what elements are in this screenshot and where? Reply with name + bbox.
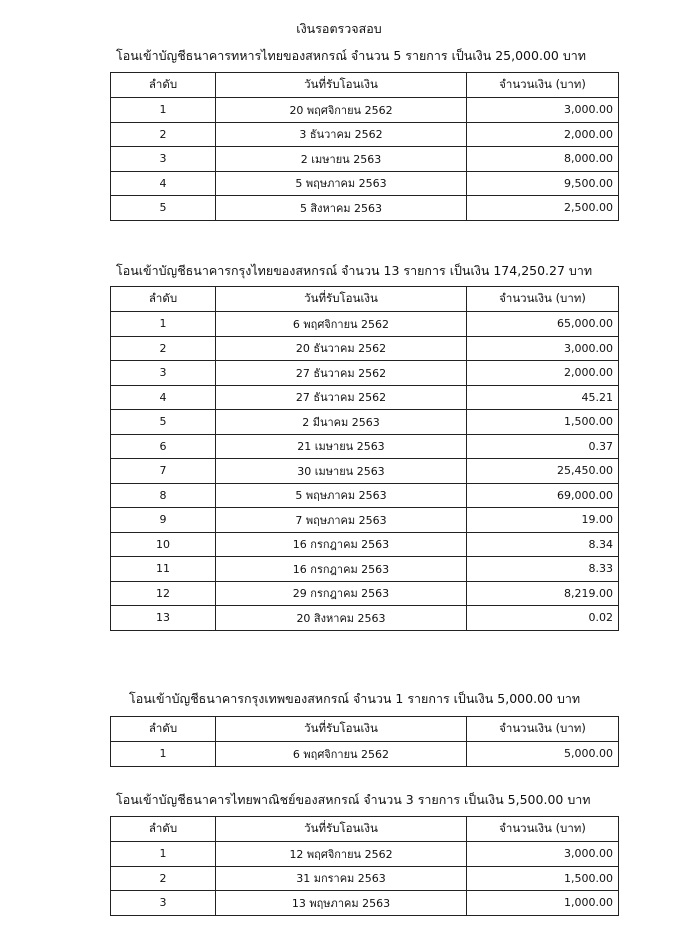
cell-no: 5 — [111, 410, 216, 435]
cell-date: 13 พฤษภาคม 2563 — [216, 891, 467, 916]
section-title-tmb: โอนเข้าบัญชีธนาคารทหารไทยของสหกรณ์ จำนวน 5 รายการ เป็นเงิน 25,000.00 บาท — [116, 48, 587, 63]
page-title: เงินรอตรวจสอบ — [296, 21, 382, 36]
cell-date: 2 มีนาคม 2563 — [216, 410, 467, 435]
table-row — [111, 842, 619, 867]
col-header-no: ลำดับ — [111, 817, 216, 842]
cell-no: 7 — [111, 459, 216, 484]
table-row — [111, 196, 619, 221]
cell-date: 12 พฤศจิกายน 2562 — [216, 842, 467, 867]
cell-date: 30 เมษายน 2563 — [216, 459, 467, 484]
col-header-date: วันที่รับโอนเงิน — [216, 287, 467, 312]
table-header-row — [111, 817, 619, 842]
cell-amount: 19.00 — [467, 508, 619, 533]
table-row — [111, 508, 619, 533]
cell-date: 5 พฤษภาคม 2563 — [216, 483, 467, 508]
table-header-row — [111, 287, 619, 312]
table-header-row — [111, 73, 619, 98]
table-row — [111, 606, 619, 631]
cell-date: 27 ธันวาคม 2562 — [216, 385, 467, 410]
table-header-row — [111, 717, 619, 742]
table-row — [111, 336, 619, 361]
cell-date: 31 มกราคม 2563 — [216, 866, 467, 891]
cell-amount: 9,500.00 — [467, 171, 619, 196]
cell-date: 16 กรกฎาคม 2563 — [216, 532, 467, 557]
cell-no: 4 — [111, 171, 216, 196]
col-header-amount: จำนวนเงิน (บาท) — [467, 73, 619, 98]
table-row — [111, 483, 619, 508]
cell-amount: 2,000.00 — [467, 122, 619, 147]
table-row — [111, 532, 619, 557]
table-row — [111, 361, 619, 386]
cell-date: 6 พฤศจิกายน 2562 — [216, 742, 467, 767]
table-row — [111, 459, 619, 484]
cell-date: 21 เมษายน 2563 — [216, 434, 467, 459]
cell-no: 10 — [111, 532, 216, 557]
cell-no: 3 — [111, 147, 216, 172]
cell-date: 20 ธันวาคม 2562 — [216, 336, 467, 361]
cell-no: 1 — [111, 98, 216, 123]
section-title-ktb: โอนเข้าบัญชีธนาคารกรุงไทยของสหกรณ์ จำนวน 13 รายการ เป็นเงิน 174,250.27 บาท — [116, 263, 593, 278]
cell-date: 7 พฤษภาคม 2563 — [216, 508, 467, 533]
cell-date: 2 เมษายน 2563 — [216, 147, 467, 172]
table-scb — [110, 816, 619, 916]
cell-amount: 2,000.00 — [467, 361, 619, 386]
cell-amount: 45.21 — [467, 385, 619, 410]
col-header-no: ลำดับ — [111, 287, 216, 312]
table-row — [111, 866, 619, 891]
cell-amount: 65,000.00 — [467, 312, 619, 337]
cell-no: 3 — [111, 361, 216, 386]
col-header-no: ลำดับ — [111, 717, 216, 742]
col-header-amount: จำนวนเงิน (บาท) — [467, 287, 619, 312]
cell-no: 2 — [111, 336, 216, 361]
table-row — [111, 312, 619, 337]
cell-date: 20 สิงหาคม 2563 — [216, 606, 467, 631]
cell-amount: 2,500.00 — [467, 196, 619, 221]
cell-no: 8 — [111, 483, 216, 508]
col-header-date: วันที่รับโอนเงิน — [216, 817, 467, 842]
table-row — [111, 891, 619, 916]
cell-amount: 3,000.00 — [467, 336, 619, 361]
cell-date: 29 กรกฎาคม 2563 — [216, 581, 467, 606]
col-header-date: วันที่รับโอนเงิน — [216, 73, 467, 98]
table-tmb — [110, 72, 619, 221]
cell-no: 6 — [111, 434, 216, 459]
table-ktb — [110, 286, 619, 631]
cell-amount: 3,000.00 — [467, 98, 619, 123]
table-row — [111, 434, 619, 459]
table-bbl — [110, 716, 619, 767]
cell-amount: 1,500.00 — [467, 866, 619, 891]
cell-no: 13 — [111, 606, 216, 631]
cell-amount: 8.34 — [467, 532, 619, 557]
section-title-scb: โอนเข้าบัญชีธนาคารไทยพาณิชย์ของสหกรณ์ จำนวน 3 รายการ เป็นเงิน 5,500.00 บาท — [116, 792, 591, 807]
cell-amount: 1,000.00 — [467, 891, 619, 916]
cell-no: 12 — [111, 581, 216, 606]
cell-no: 5 — [111, 196, 216, 221]
table-row — [111, 147, 619, 172]
table-row — [111, 581, 619, 606]
cell-date: 6 พฤศจิกายน 2562 — [216, 312, 467, 337]
cell-date: 16 กรกฎาคม 2563 — [216, 557, 467, 582]
cell-date: 27 ธันวาคม 2562 — [216, 361, 467, 386]
cell-amount: 0.37 — [467, 434, 619, 459]
cell-date: 5 สิงหาคม 2563 — [216, 196, 467, 221]
cell-no: 1 — [111, 842, 216, 867]
cell-no: 3 — [111, 891, 216, 916]
table-row — [111, 171, 619, 196]
cell-amount: 1,500.00 — [467, 410, 619, 435]
table-row — [111, 557, 619, 582]
table-row — [111, 122, 619, 147]
cell-amount: 8.33 — [467, 557, 619, 582]
col-header-no: ลำดับ — [111, 73, 216, 98]
table-row — [111, 410, 619, 435]
col-header-amount: จำนวนเงิน (บาท) — [467, 817, 619, 842]
cell-no: 4 — [111, 385, 216, 410]
cell-amount: 69,000.00 — [467, 483, 619, 508]
cell-amount: 3,000.00 — [467, 842, 619, 867]
cell-no: 2 — [111, 866, 216, 891]
cell-amount: 0.02 — [467, 606, 619, 631]
col-header-amount: จำนวนเงิน (บาท) — [467, 717, 619, 742]
table-row — [111, 98, 619, 123]
cell-no: 11 — [111, 557, 216, 582]
cell-amount: 5,000.00 — [467, 742, 619, 767]
cell-no: 1 — [111, 742, 216, 767]
col-header-date: วันที่รับโอนเงิน — [216, 717, 467, 742]
cell-date: 20 พฤศจิกายน 2562 — [216, 98, 467, 123]
section-title-bbl: โอนเข้าบัญชีธนาคารกรุงเทพของสหกรณ์ จำนวน 1 รายการ เป็นเงิน 5,000.00 บาท — [129, 691, 581, 706]
cell-no: 9 — [111, 508, 216, 533]
cell-amount: 8,219.00 — [467, 581, 619, 606]
cell-no: 2 — [111, 122, 216, 147]
table-row — [111, 742, 619, 767]
cell-amount: 25,450.00 — [467, 459, 619, 484]
cell-date: 5 พฤษภาคม 2563 — [216, 171, 467, 196]
cell-amount: 8,000.00 — [467, 147, 619, 172]
table-row — [111, 385, 619, 410]
cell-date: 3 ธันวาคม 2562 — [216, 122, 467, 147]
cell-no: 1 — [111, 312, 216, 337]
